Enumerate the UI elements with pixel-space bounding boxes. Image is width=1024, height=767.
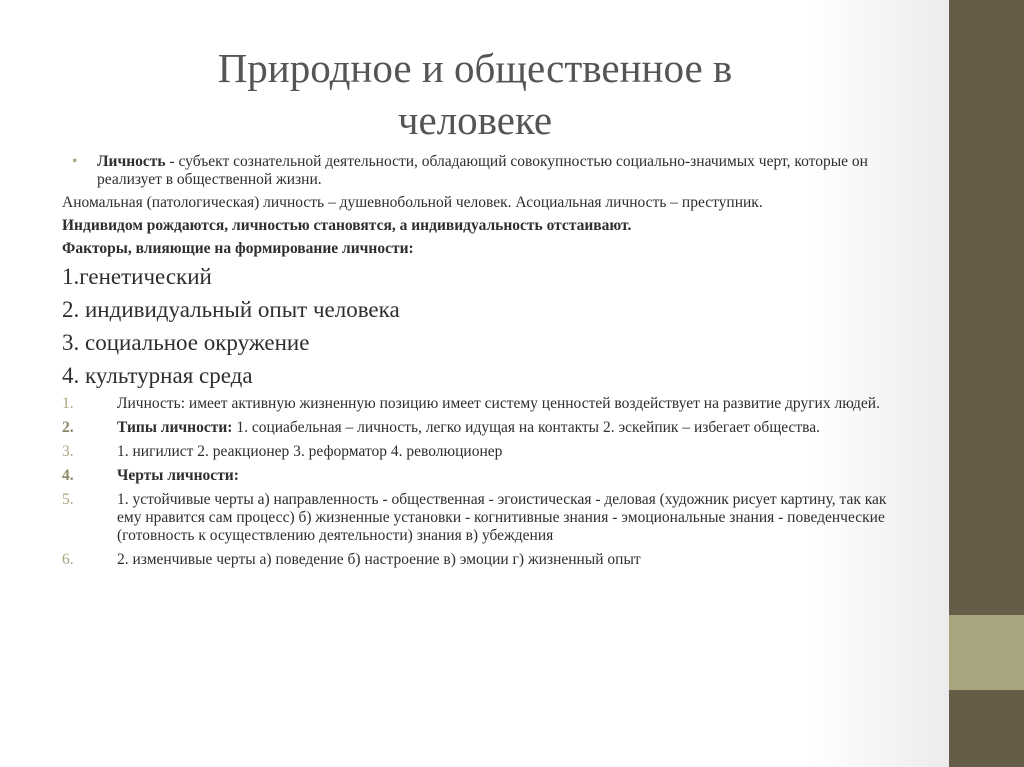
- slide-content: [62, 153, 902, 575]
- numbered-list: [62, 395, 902, 569]
- item-number: 3.: [62, 443, 74, 460]
- item-number: 5.: [62, 491, 74, 508]
- item-number: 2.: [62, 419, 74, 436]
- item-heading: Типы личности:: [117, 419, 233, 436]
- factor-item: 3. социальное окружение: [62, 330, 310, 355]
- numbered-item: [62, 419, 902, 437]
- paragraph-abnormal: Аномальная (патологическая) личность – душевнобольной человек. Асоциальная личность – преступник.: [62, 194, 763, 211]
- factor-item: 1.генетический: [62, 264, 212, 289]
- term: Личность: [97, 153, 166, 170]
- paragraph-factors-heading: Факторы, влияющие на формирование личности:: [62, 240, 414, 257]
- numbered-item: [62, 491, 902, 545]
- paragraph-individual: Индивидом рождаются, личностью становятся, а индивидуальность отстаивают.: [62, 217, 632, 234]
- bullet-icon: •: [72, 153, 78, 170]
- slide-title: [60, 42, 890, 146]
- item-heading: Черты личности:: [117, 467, 239, 484]
- factor-item: 4. культурная среда: [62, 363, 253, 388]
- definition-bullet: [62, 153, 902, 189]
- item-text: Личность: имеет активную жизненную позицию имеет систему ценностей воздействует на развитие других людей.: [117, 395, 880, 412]
- numbered-item: [62, 551, 902, 569]
- item-number: 1.: [62, 395, 74, 412]
- definition: - субъект сознательной деятельности, обладающий совокупностью социально-значимых черт, которые он реализует в общественной жизни.: [97, 153, 868, 188]
- side-band-decoration: [949, 615, 1024, 690]
- item-text: 1. устойчивые черты а) направленность - общественная - эгоистическая - деловая (художник рисует картину, так как ему нравится сам процесс) б) жизненные установки - когнитивные знания - эмоциональные знания - поведенческие (готовность к осуществлению деятельности) знания в) убеждения: [117, 491, 887, 544]
- numbered-item: [62, 395, 902, 413]
- numbered-item: [62, 467, 902, 485]
- title-line-2: человеке: [397, 97, 553, 143]
- factor-item: 2. индивидуальный опыт человека: [62, 297, 400, 322]
- item-text: 2. изменчивые черты а) поведение б) настроение в) эмоции г) жизненный опыт: [117, 551, 641, 568]
- title-line-1: Природное и общественное в: [217, 45, 733, 91]
- item-number: 6.: [62, 551, 74, 568]
- numbered-item: [62, 443, 902, 461]
- item-number: 4.: [62, 467, 74, 484]
- item-text: 1. нигилист 2. реакционер 3. реформатор 4. революционер: [117, 443, 503, 460]
- item-text: 1. социабельная – личность, легко идущая на контакты 2. эскейпик – избегает общества.: [232, 419, 821, 436]
